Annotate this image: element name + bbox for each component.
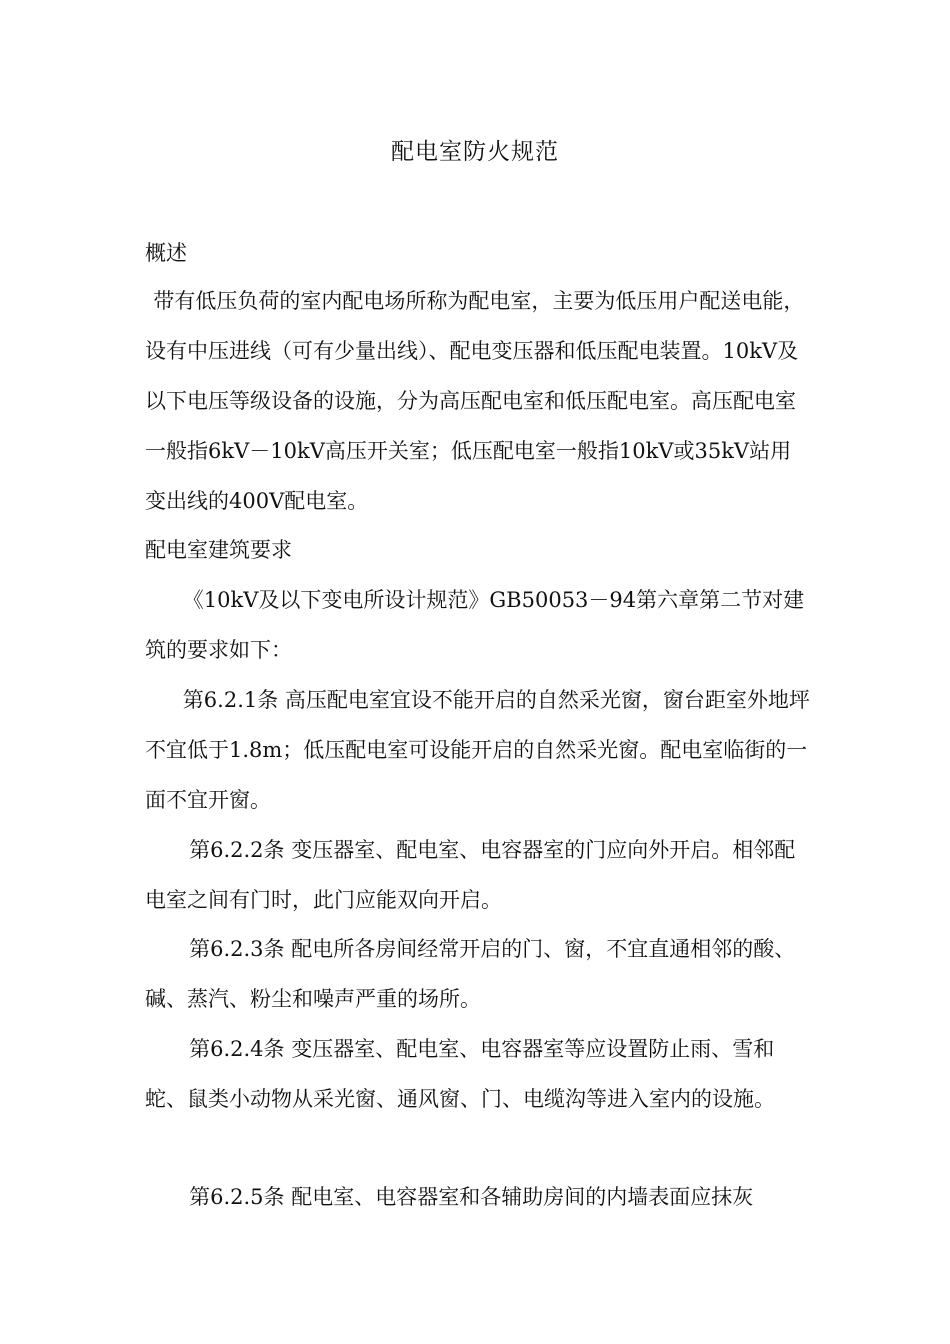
section-heading-overview: 概述 (145, 241, 187, 265)
paragraph-clause-6-2-2: 第6.2.2条 变压器室、配电室、电容器室的门应向外开启。相邻配电室之间有门时，此门应能双向开启。 (145, 838, 796, 912)
paragraph-clause-6-2-4: 第6.2.4条 变压器室、配电室、电容器室等应设置防止雨、雪和蛇、鼠类小动物从采光窗、通风窗、门、电缆沟等进入室内的设施。 (145, 1037, 775, 1111)
paragraph-clause-6-2-5: 第6.2.5条 配电室、电容器室和各辅助房间的内墙表面应抹灰 (189, 1185, 754, 1209)
paragraph-standard-intro: 《10kV及以下变电所设计规范》GB50053－94第六章第二节对建筑的要求如下： (145, 588, 805, 662)
document-title: 配电室防火规范 (391, 139, 559, 165)
paragraph-clause-6-2-1: 第6.2.1条 高压配电室宜设不能开启的自然采光窗，窗台距室外地坪不宜低于1.8m；低压配电室可设能开启的自然采光窗。配电室临街的一面不宜开窗。 (145, 688, 810, 812)
paragraph-clause-6-2-3: 第6.2.3条 配电所各房间经常开启的门、窗，不宜直通相邻的酸、碱、蒸汽、粉尘和噪声严重的场所。 (145, 937, 796, 1011)
paragraph-overview: 带有低压负荷的室内配电场所称为配电室，主要为低压用户配送电能，设有中压进线（可有少量出线）、配电变压器和低压配电装置。10kV及以下电压等级设备的设施，分为高压配电室和低压配电室。高压配电室一般指6kV－10kV高压开关室；低压配电室一般指10kV或35kV站用变出线的400V配电室。 (145, 289, 805, 513)
section-heading-building-requirements: 配电室建筑要求 (145, 538, 292, 562)
